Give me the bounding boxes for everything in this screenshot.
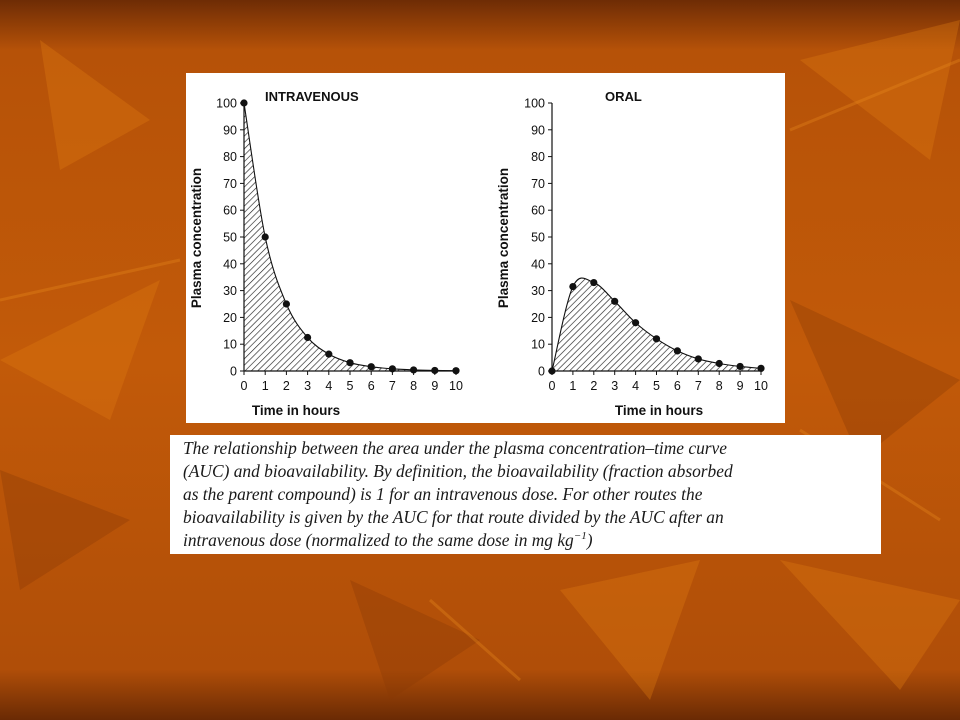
data-point bbox=[410, 366, 417, 373]
x-tick-label: 6 bbox=[367, 379, 375, 393]
y-tick-label: 90 bbox=[531, 123, 545, 138]
data-point bbox=[716, 360, 723, 367]
y-tick-label: 80 bbox=[223, 150, 237, 165]
x-tick-label: 10 bbox=[449, 379, 463, 393]
chart-title: ORAL bbox=[605, 89, 642, 104]
x-tick-label: 3 bbox=[611, 379, 619, 393]
x-tick-label: 5 bbox=[346, 379, 354, 393]
y-tick-label: 60 bbox=[531, 203, 545, 218]
caption-exponent: −1 bbox=[573, 530, 587, 543]
data-point bbox=[240, 99, 247, 106]
caption-line: (AUC) and bioavailability. By definition, the bioavailability (fraction absorbed bbox=[183, 461, 733, 482]
data-point bbox=[757, 365, 764, 372]
y-tick-label: 70 bbox=[223, 176, 237, 191]
y-tick-label: 30 bbox=[223, 284, 237, 299]
caption-line: as the parent compound) is 1 for an intravenous dose. For other routes the bbox=[183, 484, 703, 505]
x-tick-label: 2 bbox=[590, 379, 598, 393]
x-tick-label: 1 bbox=[569, 379, 577, 393]
y-tick-label: 10 bbox=[531, 337, 545, 352]
data-point bbox=[368, 363, 375, 370]
caption-closing: ) bbox=[586, 530, 593, 551]
y-tick-label: 70 bbox=[531, 176, 545, 191]
data-point bbox=[632, 319, 639, 326]
x-axis-label: Time in hours bbox=[614, 403, 704, 418]
data-point bbox=[695, 355, 702, 362]
y-tick-label: 50 bbox=[223, 230, 237, 245]
x-tick-label: 10 bbox=[754, 379, 768, 393]
x-tick-label: 9 bbox=[736, 379, 744, 393]
y-tick-label: 90 bbox=[223, 123, 237, 138]
chart-title: INTRAVENOUS bbox=[265, 89, 359, 104]
x-tick-label: 8 bbox=[715, 379, 723, 393]
plot-area bbox=[216, 97, 463, 394]
x-tick-label: 2 bbox=[282, 379, 290, 393]
y-tick-label: 10 bbox=[223, 337, 237, 352]
data-point bbox=[283, 300, 290, 307]
caption-line: intravenous dose (normalized to the same dose in mg kg bbox=[183, 530, 574, 551]
x-tick-label: 3 bbox=[304, 379, 312, 393]
figure-caption bbox=[183, 437, 870, 552]
x-tick-label: 8 bbox=[410, 379, 418, 393]
data-point bbox=[389, 365, 396, 372]
data-point bbox=[325, 351, 332, 358]
x-tick-label: 0 bbox=[548, 379, 556, 393]
data-point bbox=[431, 367, 438, 374]
auc-area bbox=[552, 278, 761, 371]
oral-chart bbox=[496, 89, 768, 418]
plot-area bbox=[524, 97, 768, 394]
y-tick-label: 0 bbox=[230, 364, 237, 379]
y-tick-label: 30 bbox=[531, 284, 545, 299]
x-tick-label: 4 bbox=[632, 379, 640, 393]
figure-panel bbox=[186, 73, 785, 423]
x-axis-label: Time in hours bbox=[251, 403, 341, 418]
y-tick-label: 80 bbox=[531, 150, 545, 165]
data-point bbox=[262, 233, 269, 240]
data-point bbox=[590, 279, 597, 286]
data-point bbox=[304, 334, 311, 341]
y-tick-label: 40 bbox=[223, 257, 237, 272]
x-tick-label: 9 bbox=[431, 379, 439, 393]
x-tick-label: 5 bbox=[653, 379, 660, 393]
data-point bbox=[737, 363, 744, 370]
x-tick-label: 6 bbox=[673, 379, 681, 393]
x-tick-label: 4 bbox=[325, 379, 333, 393]
data-point bbox=[653, 335, 660, 342]
y-tick-label: 60 bbox=[223, 203, 237, 218]
y-tick-label: 20 bbox=[531, 310, 545, 325]
data-point bbox=[611, 298, 618, 305]
y-tick-label: 50 bbox=[531, 230, 545, 245]
data-point bbox=[346, 359, 353, 366]
caption-line: bioavailability is given by the AUC for that route divided by the AUC after an bbox=[183, 507, 724, 528]
caption-box bbox=[170, 435, 881, 554]
x-tick-label: 1 bbox=[261, 379, 269, 393]
x-tick-label: 0 bbox=[240, 379, 248, 393]
data-point bbox=[569, 283, 576, 290]
y-tick-label: 0 bbox=[538, 364, 545, 379]
y-tick-label: 100 bbox=[216, 96, 237, 111]
x-tick-label: 7 bbox=[388, 379, 396, 393]
y-axis-label: Plasma concentration bbox=[189, 167, 204, 309]
x-tick-label: 7 bbox=[694, 379, 702, 393]
intravenous-chart bbox=[189, 89, 463, 418]
y-tick-label: 20 bbox=[223, 310, 237, 325]
data-point bbox=[548, 367, 555, 374]
caption-line: The relationship between the area under the plasma concentration–time curve bbox=[183, 438, 727, 458]
data-point bbox=[452, 367, 459, 374]
y-tick-label: 100 bbox=[524, 96, 545, 111]
data-point bbox=[674, 347, 681, 354]
y-tick-label: 40 bbox=[531, 257, 545, 272]
y-axis-label: Plasma concentration bbox=[496, 167, 511, 309]
auc-area bbox=[244, 103, 456, 371]
